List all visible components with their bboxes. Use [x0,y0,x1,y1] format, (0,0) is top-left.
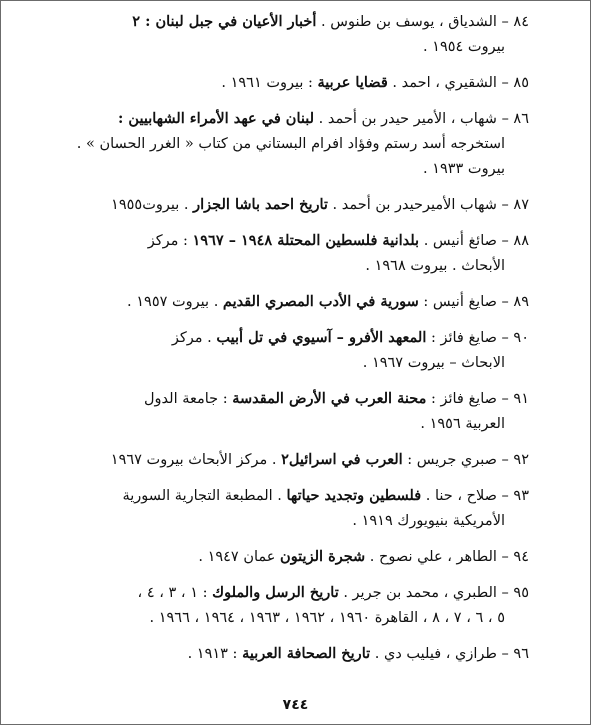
entry-text: بيروت ١٩٥٤ . [422,39,505,55]
entry-text: : ١ ، ٣ ، ٤ ، [137,585,213,601]
book-title: لبنان في عهد الأمراء الشهابيين : [118,110,315,127]
bibliography-entry [89,483,529,534]
entry-text: ٨٥ – الشقيري ، احمد . [387,75,529,91]
entry-text: : مركز [147,233,193,249]
bibliography-entry [89,641,529,667]
entry-line [89,289,529,315]
entry-line [89,106,529,132]
entry-continuation-line [89,35,529,60]
entry-text: عمان ١٩٤٧ . [198,549,281,565]
entry-text: الابحاث – بيروت ١٩٦٧ . [362,355,505,371]
book-title: محنة العرب في الأرض المقدسة [232,390,427,407]
entry-continuation-line [89,606,529,631]
book-title: بلدانية فلسطين المحتلة ١٩٤٨ – ١٩٦٧ [192,232,420,249]
entry-text: بيروت ١٩٣٣ . [422,161,505,177]
entry-line [89,483,529,509]
bibliography-entry [89,192,529,218]
bibliography-entry [89,228,529,279]
entry-text: ٩٢ – صبري جريس : [402,452,529,468]
book-title: قضايا عربية [317,74,388,91]
bibliography-entry [76,106,529,182]
bibliography-entry [89,289,529,315]
entry-continuation-line [89,254,529,279]
page-number: ٧٤٤ [282,697,309,713]
book-title: تاريخ احمد باشا الجزار [193,196,328,213]
entry-line [89,325,529,351]
entry-text: . مركز الأبحاث بيروت ١٩٦٧ [110,452,282,468]
entry-text: الأمريكية بنيويورك ١٩١٩ . [352,513,505,529]
entry-text: ٨٩ – صايغ أنيس : [418,294,529,310]
entry-text: الأبحاث . بيروت ١٩٦٨ . [365,258,505,274]
entry-continuation-line [89,412,529,437]
entry-text: : بيروت ١٩٦١ . [221,75,318,91]
bibliography-entry [89,9,529,60]
entry-line [89,580,529,606]
entry-text: ٨٦ – شهاب ، الأمير حيدر بن أحمد . [314,111,529,127]
bibliography-entry [89,70,529,96]
entry-text: . بيروت١٩٥٥ [111,197,194,213]
entry-line [89,192,529,218]
book-title: العرب في اسرائيل٢ [281,451,403,468]
entry-text: : جامعة الدول [144,391,233,407]
entry-line [89,70,529,96]
entry-text: ٥ ، ٦ ، ٧ ، ٨ ، القاهرة ١٩٦٠ ، ١٩٦٢ ، ١٩٦٣ ، ١٩٦٤ ، ١٩٦٦ . [149,610,505,626]
entry-text: العربية ١٩٥٦ . [420,416,505,432]
entry-text: . بيروت ١٩٥٧ . [127,294,223,310]
entry-text: ٨٨ – صائغ أنيس . [419,233,529,249]
entry-text: ٩٦ – طرازي ، فيليب دي . [370,646,529,662]
entry-text: . مركز [171,330,217,346]
book-title: تاريخ الصحافة العربية [242,645,371,662]
entry-text: ٩٠ – صايغ فائز : [426,330,529,346]
entry-text: استخرجه أسد رستم وفؤاد افرام البستاني من كتاب « الغرر الحسان » . [76,136,505,152]
entry-continuation-line [76,132,529,157]
entry-line [89,447,529,473]
bibliography-entry [89,580,529,631]
bibliography-entry [89,447,529,473]
entry-text: : ١٩١٣ . [187,646,243,662]
entry-text: ٨٧ – شهاب الأميرحيدر بن أحمد . [327,197,529,213]
entry-line [89,9,529,35]
book-title: سورية في الأدب المصري القديم [222,293,419,310]
entry-line [89,641,529,667]
entry-line [89,228,529,254]
bibliography-entry [89,544,529,570]
entry-text: ٩٣ – صلاح ، حنا . [421,488,529,504]
entry-continuation-line [89,509,529,534]
book-title: أخبار الأعيان في جبل لبنان : ٢ [132,13,317,30]
bibliography-entry [89,325,529,376]
bibliography-page [76,9,529,677]
book-title: شجرة الزيتون [280,548,366,565]
bibliography-entry [89,386,529,437]
book-title: فلسطين وتجديد حياتها [286,487,422,504]
book-title: تاريخ الرسل والملوك [212,584,339,601]
entry-text: ٩٥ – الطبري ، محمد بن جرير . [338,585,529,601]
entry-continuation-line [89,351,529,376]
entry-line [89,544,529,570]
book-title: المعهد الأفرو – آسيوي في تل أبيب [216,329,427,346]
entry-text: ٨٤ – الشدياق ، يوسف بن طنوس . [316,14,529,30]
entry-text: ٩٤ – الطاهر ، علي نصوح . [365,549,529,565]
entry-line [89,386,529,412]
entry-text: ٩١ – صايغ فائز : [426,391,529,407]
entry-text: . المطبعة التجارية السورية [122,488,287,504]
entry-continuation-line [89,157,529,182]
